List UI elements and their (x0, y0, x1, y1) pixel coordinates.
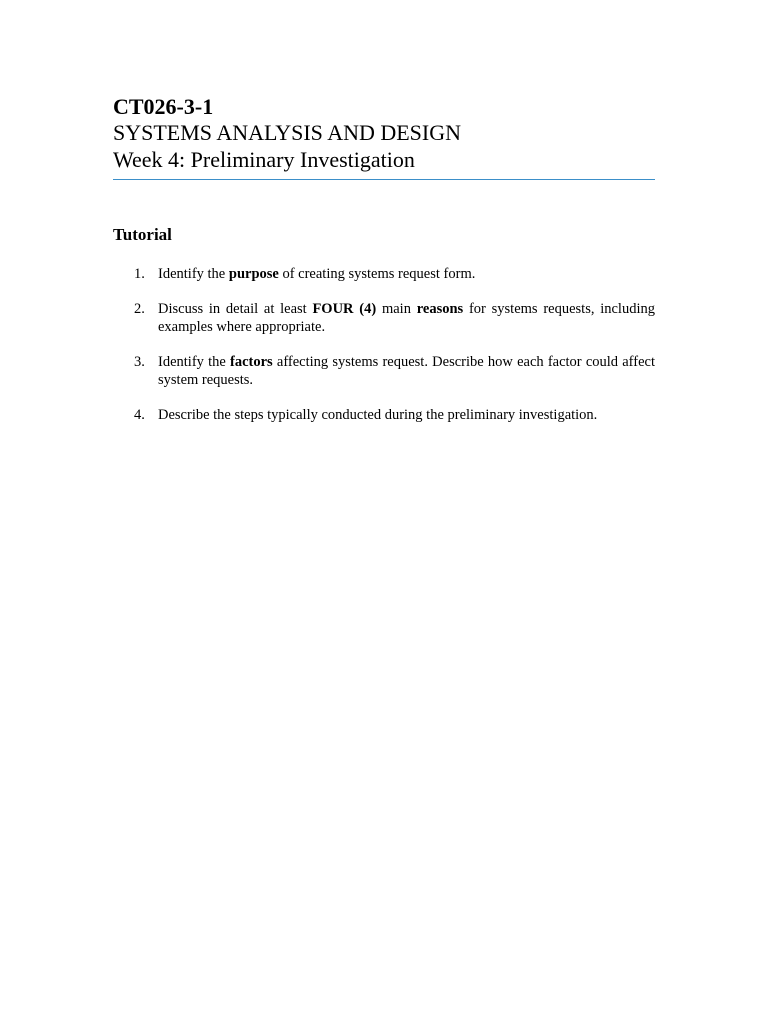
question-text-segment: of creating systems request form. (278, 266, 476, 282)
course-code: CT026-3-1 (113, 94, 214, 119)
question-text (158, 301, 655, 335)
question-text-segment: Identify the (158, 266, 229, 282)
header-divider (113, 179, 655, 180)
question-number: 3. (134, 354, 145, 370)
question-item (113, 406, 655, 424)
document-page (113, 94, 655, 441)
question-keyword: purpose (228, 266, 279, 282)
question-text-segment: Discuss in detail at least (158, 301, 313, 317)
course-title: SYSTEMS ANALYSIS AND DESIGN (113, 120, 462, 145)
question-text-segment: Identify the (158, 354, 231, 370)
question-text-segment: main (376, 301, 417, 317)
question-number: 4. (134, 407, 145, 423)
question-keyword: reasons (416, 301, 464, 317)
question-number: 2. (134, 301, 145, 317)
question-item (113, 300, 655, 336)
week-title: Week 4: Preliminary Investigation (113, 147, 415, 172)
question-text (158, 354, 655, 388)
question-keyword: factors (230, 354, 273, 370)
question-item (113, 265, 655, 283)
question-keyword: FOUR (4) (312, 301, 377, 317)
question-list (113, 265, 655, 424)
question-item (113, 353, 655, 389)
question-number: 1. (134, 266, 145, 282)
question-text-segment: for systems requests, including examples where appropriate. (158, 301, 655, 335)
question-text-segment: Describe the steps typically conducted during the preliminary investigation. (158, 407, 598, 423)
section-heading: Tutorial (113, 225, 172, 244)
question-text (158, 407, 597, 423)
question-text-segment: affecting systems request. Describe how each factor could affect system requests. (158, 354, 655, 388)
question-text (158, 266, 475, 282)
